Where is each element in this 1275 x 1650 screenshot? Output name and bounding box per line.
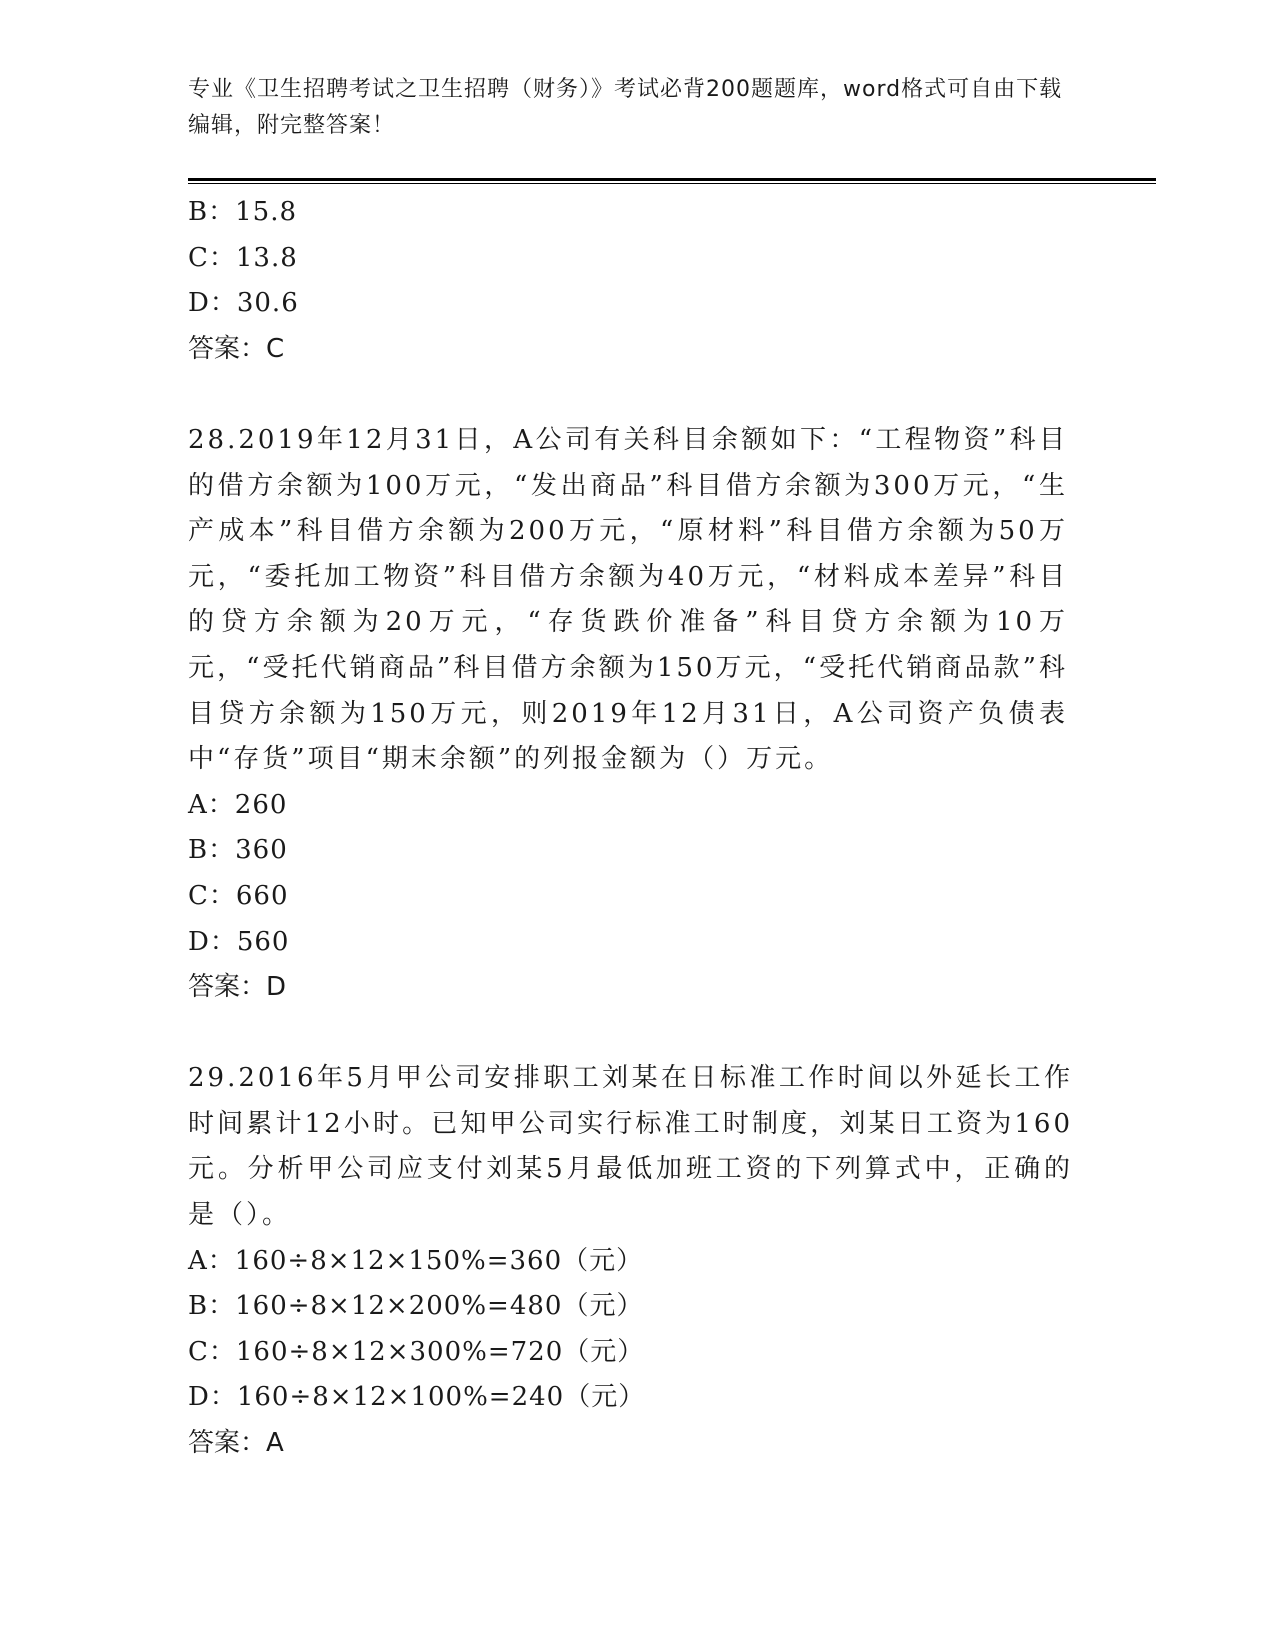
prev-question-block [188, 190, 1088, 372]
option-d: D：160÷8×12×100%=240（元） [188, 1382, 646, 1413]
option-c: C：660 [188, 880, 289, 911]
option-a: A：260 [188, 789, 288, 820]
document-body [188, 190, 1088, 1467]
document-header: 专业《卫生招聘考试之卫生招聘（财务）》考试必背200题题库，word格式可自由下载编辑，附完整答案！ [188, 77, 1063, 138]
option-c: C：160÷8×12×300%=720（元） [188, 1336, 645, 1367]
answer-line: 答案：D [188, 972, 287, 1003]
question-text: 29.2016年5月甲公司安排职工刘某在日标准工作时间以外延长工作时间累计12小时。已知甲公司实行标准工时制度，刘某日工资为160元。分析甲公司应支付刘某5月最低加班工资的下列算式中，正确的是（）。 [188, 1063, 1073, 1231]
answer-line: 答案：A [188, 1428, 284, 1459]
option-b: B：160÷8×12×200%=480（元） [188, 1291, 644, 1322]
question-text: 28.2019年12月31日，A公司有关科目余额如下：“工程物资”科目的借方余额为100万元，“发出商品”科目借方余额为300万元，“生产成本”科目借方余额为200万元，“原材料”科目借方余额为50万元，“委托加工物资”科目借方余额为40万元，“材料成本差异”科目的贷方余额为20万元，“存货跌价准备”科目贷方余额为10万元，“受托代销商品”科目借方余额为150万元，“受托代销商品款”科目贷方余额为150万元，则2019年12月31日，A公司资产负债表中“存货”项目“期末余额”的列报金额为（）万元。 [188, 424, 1068, 775]
answer-line: 答案：C [188, 333, 285, 364]
option-a: A：160÷8×12×150%=360（元） [188, 1245, 644, 1276]
question-28-block [188, 418, 1088, 1011]
option-d: D：560 [188, 926, 290, 957]
question-29-block [188, 1056, 1088, 1466]
header-divider [188, 178, 1156, 181]
option-b: B：15.8 [188, 197, 297, 227]
header-divider-thin [188, 183, 1156, 184]
option-b: B：360 [188, 835, 288, 866]
option-d: D：30.6 [188, 288, 299, 319]
option-c: C：13.8 [188, 242, 298, 273]
